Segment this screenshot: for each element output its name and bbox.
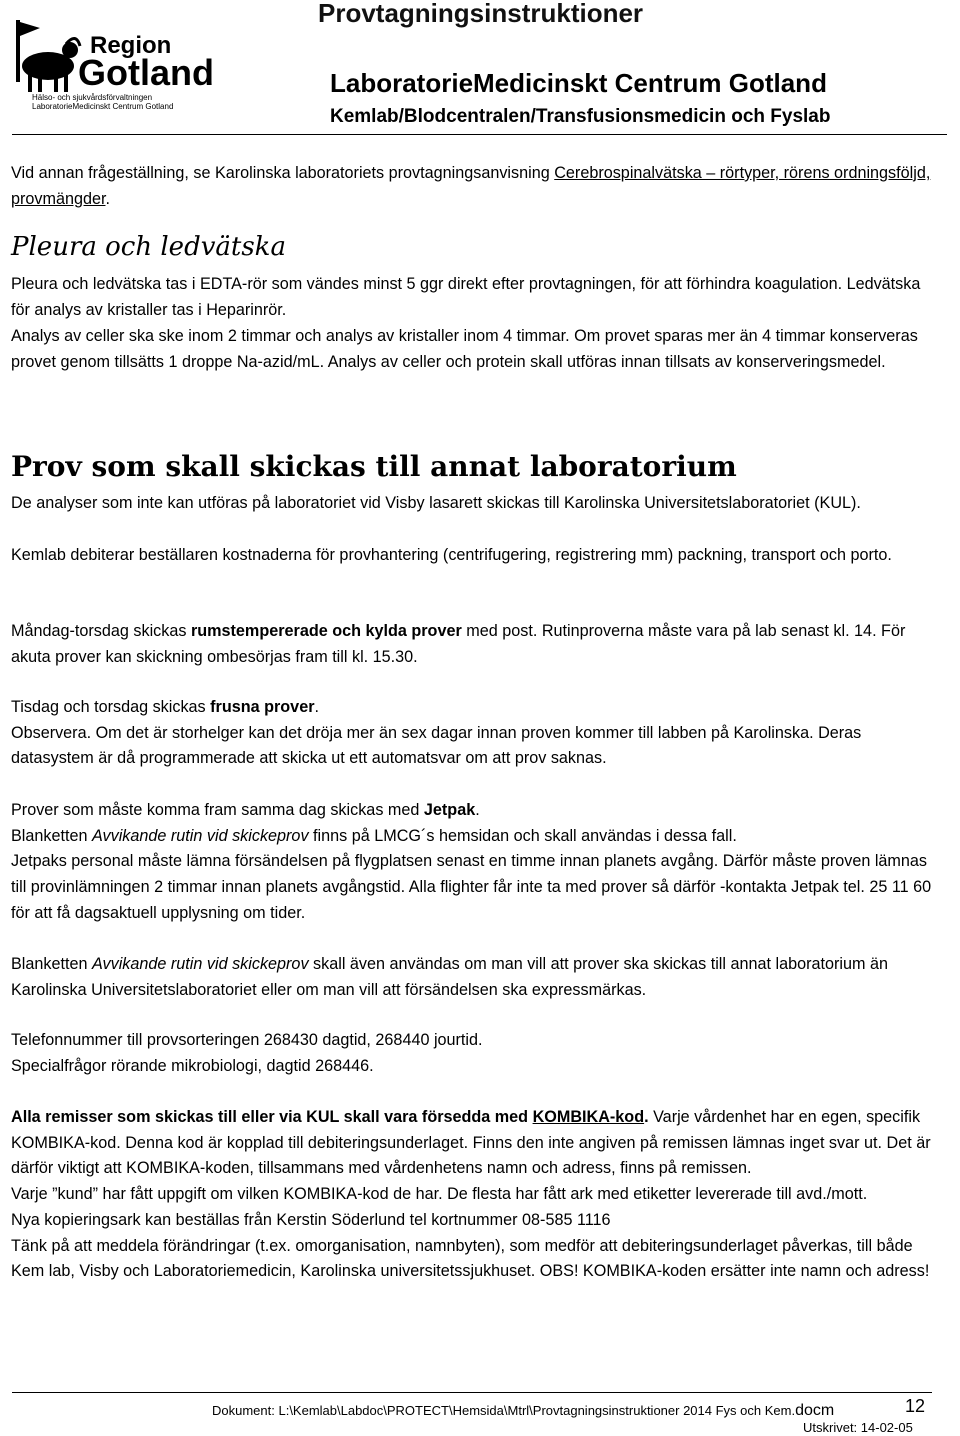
p6-text-c: skall även användas om man vill att prover ska skickas till annat laboratorium än Karolinska Universitetslaboratoriet eller om man vill att försändelsen ska expressmärkas. xyxy=(11,955,888,999)
header-department: Kemlab/Blodcentralen/Transfusionsmedicin och Fyslab xyxy=(330,106,831,127)
p5-form-name: Avvikande rutin vid skickeprov xyxy=(92,826,309,845)
intro-paragraph xyxy=(11,161,936,212)
p8-text-d: Varje vårdenhet har en egen, specifik KOMBIKA-kod. Denna kod är kopplad till debiteringsunderlaget. Finns den inte angiven på remissen lämnas inget svar ut. Det är därför viktigt att KOMBIKA-koden, tillsammans med vårdenhetens namn och adress, finns på remissen. xyxy=(11,1108,931,1178)
pleura-p2a: Analys av celler ska ske inom 2 timmar och analys av kristaller inom 4 timmar. xyxy=(11,327,570,345)
p4-bold: frusna prover xyxy=(210,698,315,716)
region-gotland-logo xyxy=(10,14,214,114)
p5-jetpak: Jetpak xyxy=(423,801,476,819)
annat-paragraph-7 xyxy=(11,1028,936,1079)
annat-paragraph-3 xyxy=(11,619,936,670)
p5-text-c: . xyxy=(475,801,480,819)
p8-bold-c: . xyxy=(644,1108,649,1126)
p3-bold: rumstempererade och kylda prover xyxy=(190,622,462,640)
header-divider xyxy=(12,134,947,135)
annat-paragraph-8 xyxy=(11,1105,936,1285)
p3-text-c: med post. Rutinproverna måste vara på lab senast kl. 14. För akuta prover kan skickning ombesörjas fram till kl. 15.30. xyxy=(11,622,906,666)
p8-text-e: Varje ”kund” har fått uppgift om vilken KOMBIKA-kod de har. De flesta har fått ark med etiketter levererade till avd./mott. xyxy=(11,1185,868,1204)
header-subtitle: LaboratorieMedicinskt Centrum Gotland xyxy=(330,68,827,98)
annat-paragraph-5 xyxy=(11,798,936,927)
annat-paragraph-6 xyxy=(11,952,936,1003)
footer-doc-text: Dokument: L:\Kemlab\Labdoc\PROTECT\Hemsida\Mtrl\Provtagningsinstruktioner 2014 Fys och Kem. xyxy=(212,1403,796,1418)
p5-text-f: finns på LMCG´s hemsidan och skall användas i dessa fall. xyxy=(308,826,737,845)
page-number: 12 xyxy=(905,1396,926,1416)
p4-text-a: Tisdag och torsdag skickas xyxy=(11,698,211,716)
footer-divider xyxy=(12,1392,932,1393)
p8-text-g: Tänk på att meddela förändringar (t.ex. omorganisation, namnbyten), som medför att debiteringsunderlaget påverkas, till både Kem lab, Visby och Laboratoriemedicin, Karolinska universitetssjukhuset. OBS! KOMBIKA-koden ersätter inte namn och adress! xyxy=(11,1236,930,1281)
annat-paragraph-2: Kemlab debiterar beställaren kostnaderna för provhantering (centrifugering, registrering mm) packning, transport och porto. xyxy=(11,546,892,564)
intro-end: . xyxy=(105,189,110,208)
karolinska-link[interactable]: Cerebrospinalvätska – rörtyper, rörens ordningsföljd, provmängder xyxy=(11,164,931,208)
annat-paragraph-1: De analyser som inte kan utföras på laboratoriet vid Visby lasarett skickas till Karolinska Universitetslaboratoriet (KUL). xyxy=(11,494,861,512)
p7-micro: Specialfrågor rörande mikrobiologi, dagtid 268446. xyxy=(11,1056,374,1075)
pleura-p2b: Om provet sparas mer än 4 timmar konserveras provet genom tillsätts 1 droppe Na-azid/mL. xyxy=(11,327,918,371)
footer-document-path xyxy=(212,1402,834,1420)
intro-text: Vid annan frågeställning, se Karolinska laboratoriets provtagningsanvisning xyxy=(11,164,555,182)
p5-text-g: Jetpaks personal måste lämna försändelsen på flygplatsen senast en timme innan planets avgång. Därför måste proven lämnas till provinlämningen 2 timmar innan planets avgångstid. Alla flighter får inte ta med prover så därför -kontakta Jetpak tel. 25 11 60 för att få dagsaktuell upplysning om tider. xyxy=(11,852,932,922)
logo-line1: Hälso- och sjukvårdsförvaltningen xyxy=(32,93,153,102)
p8-bold-a: Alla remisser som skickas till eller via KUL skall vara försedda med xyxy=(11,1108,533,1126)
kombika-kod-link[interactable]: KOMBIKA-kod xyxy=(532,1108,645,1126)
pleura-heading: Pleura och ledvätska xyxy=(11,232,286,262)
p8-text-f: Nya kopieringsark kan beställas från Kerstin Söderlund tel kortnummer 08-585 1116 xyxy=(11,1210,611,1229)
page-title: Provtagningsinstruktioner xyxy=(318,0,644,28)
p5-text-d: Blanketten xyxy=(11,826,92,845)
pleura-paragraph-1: Pleura och ledvätska tas i EDTA-rör som vändes minst 5 ggr direkt efter provtagningen, för att förhindra koagulation. Ledvätska för analys av kristaller tas i Heparinrör. xyxy=(11,275,921,319)
p3-text-a: Måndag-torsdag skickas xyxy=(11,622,191,640)
pleura-paragraph-2 xyxy=(11,324,936,375)
logo-line2: LaboratorieMedicinskt Centrum Gotland xyxy=(32,102,174,111)
p6-form-name: Avvikande rutin vid skickeprov xyxy=(92,955,309,973)
annat-paragraph-4 xyxy=(11,695,936,772)
p6-text-a: Blanketten xyxy=(11,955,92,973)
annat-lab-heading: Prov som skall skickas till annat laboratorium xyxy=(11,450,737,483)
p4-text-d: Observera. Om det är storhelger kan det dröja mer än sex dagar innan proven kommer till labben på Karolinska. Deras datasystem är då programmerade att skicka ut ett automatsvar om att prov saknas. xyxy=(11,723,862,768)
p5-text-a: Prover som måste komma fram samma dag skickas med xyxy=(11,801,424,819)
footer-printed-date: Utskrivet: 14-02-05 xyxy=(803,1420,913,1435)
pleura-p2c: Analys av celler och protein skall utföras innan tillsats av konserveringsmedel. xyxy=(324,352,886,371)
p7-phone: Telefonnummer till provsorteringen 268430 dagtid, 268440 jourtid. xyxy=(11,1031,483,1049)
p4-text-c: . xyxy=(314,698,319,716)
logo-region-text: Region xyxy=(90,32,172,59)
logo-gotland-text: Gotland xyxy=(78,52,214,93)
footer-doc-ext: docm xyxy=(795,1402,835,1419)
